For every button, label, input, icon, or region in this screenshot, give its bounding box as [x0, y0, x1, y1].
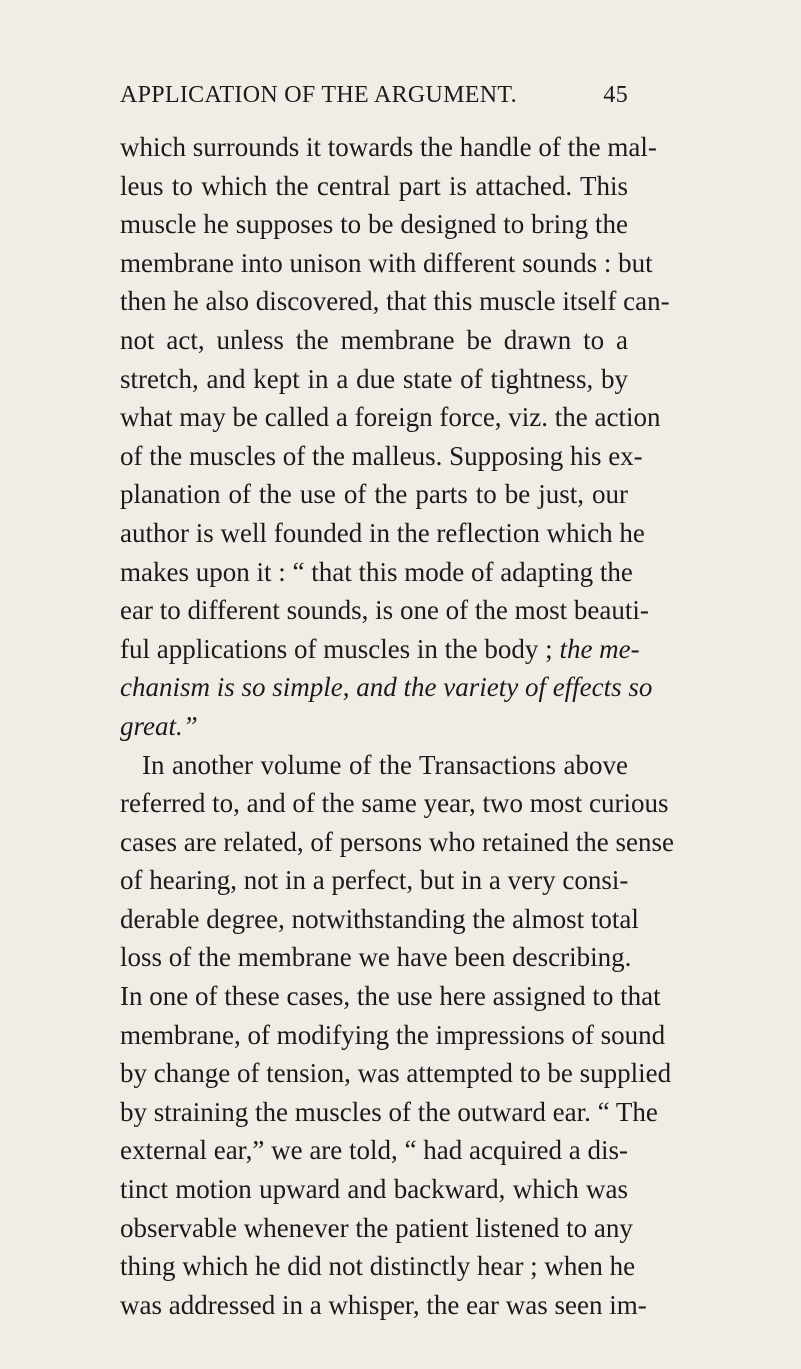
text-line: observable whenever the patient listened to any [120, 1212, 633, 1243]
text-line: then he also discovered, that this muscle itself can- [120, 286, 670, 317]
text-line: what may be called a foreign force, viz. the action [120, 402, 661, 433]
text-line: leus to which the central part is attached. This [120, 170, 628, 201]
text-line: loss of the membrane we have been describing. [120, 942, 632, 973]
text-line: In one of these cases, the use here assigned to that [120, 981, 661, 1012]
text-line: by change of tension, was attempted to be supplied [120, 1058, 672, 1089]
text-line: was addressed in a whisper, the ear was seen im- [120, 1289, 647, 1320]
italic-text-line [120, 707, 628, 746]
text-line: by straining the muscles of the outward ear. “ The [120, 1096, 658, 1127]
text-line: of the muscles of the malleus. Supposing his ex- [120, 440, 643, 471]
text-line: tinct motion upward and backward, which was [120, 1174, 628, 1205]
italic-text-segment: the me- [559, 633, 640, 664]
text-segment: ful applications of muscles in the body ; [120, 633, 553, 664]
text-line: thing which he did not distinctly hear ; when he [120, 1251, 636, 1282]
running-head-title: APPLICATION OF THE ARGUMENT. [120, 82, 517, 108]
text-line: membrane into unison with different sounds : but [120, 247, 653, 278]
italic-text-line [120, 668, 653, 707]
text-line: of hearing, not in a perfect, but in a very consi- [120, 865, 629, 896]
text-line: derable degree, notwithstanding the almost total [120, 903, 639, 934]
text-line: ear to different sounds, is one of the most beauti- [120, 595, 649, 626]
text-line-mixed [120, 630, 640, 669]
page-number: 45 [603, 82, 628, 108]
italic-text-segment: great.” [120, 710, 198, 741]
text-line: author is well founded in the reflection which he [120, 517, 645, 548]
text-line: makes upon it : “ that this mode of adapting the [120, 556, 633, 587]
text-line: referred to, and of the same year, two most curious [120, 788, 669, 819]
running-head [120, 82, 628, 116]
text-line: not act, unless the membrane be drawn to a [120, 324, 628, 355]
text-line: muscle he supposes to be designed to bring the [120, 209, 628, 240]
text-line: stretch, and kept in a due state of tightness, by [120, 363, 628, 394]
text-line: external ear,” we are told, “ had acquired a dis- [120, 1135, 628, 1166]
text-line: planation of the use of the parts to be just, our [120, 479, 628, 510]
paragraph-start-line: In another volume of the Transactions above [142, 749, 628, 780]
italic-text-segment: chanism is so simple, and the variety of effects so [120, 672, 653, 703]
text-line: which surrounds it towards the handle of the mal- [120, 132, 657, 162]
text-line: membrane, of modifying the impressions of sound [120, 1019, 666, 1050]
text-line: cases are related, of persons who retained the sense [120, 826, 675, 857]
body-text [120, 128, 675, 1324]
